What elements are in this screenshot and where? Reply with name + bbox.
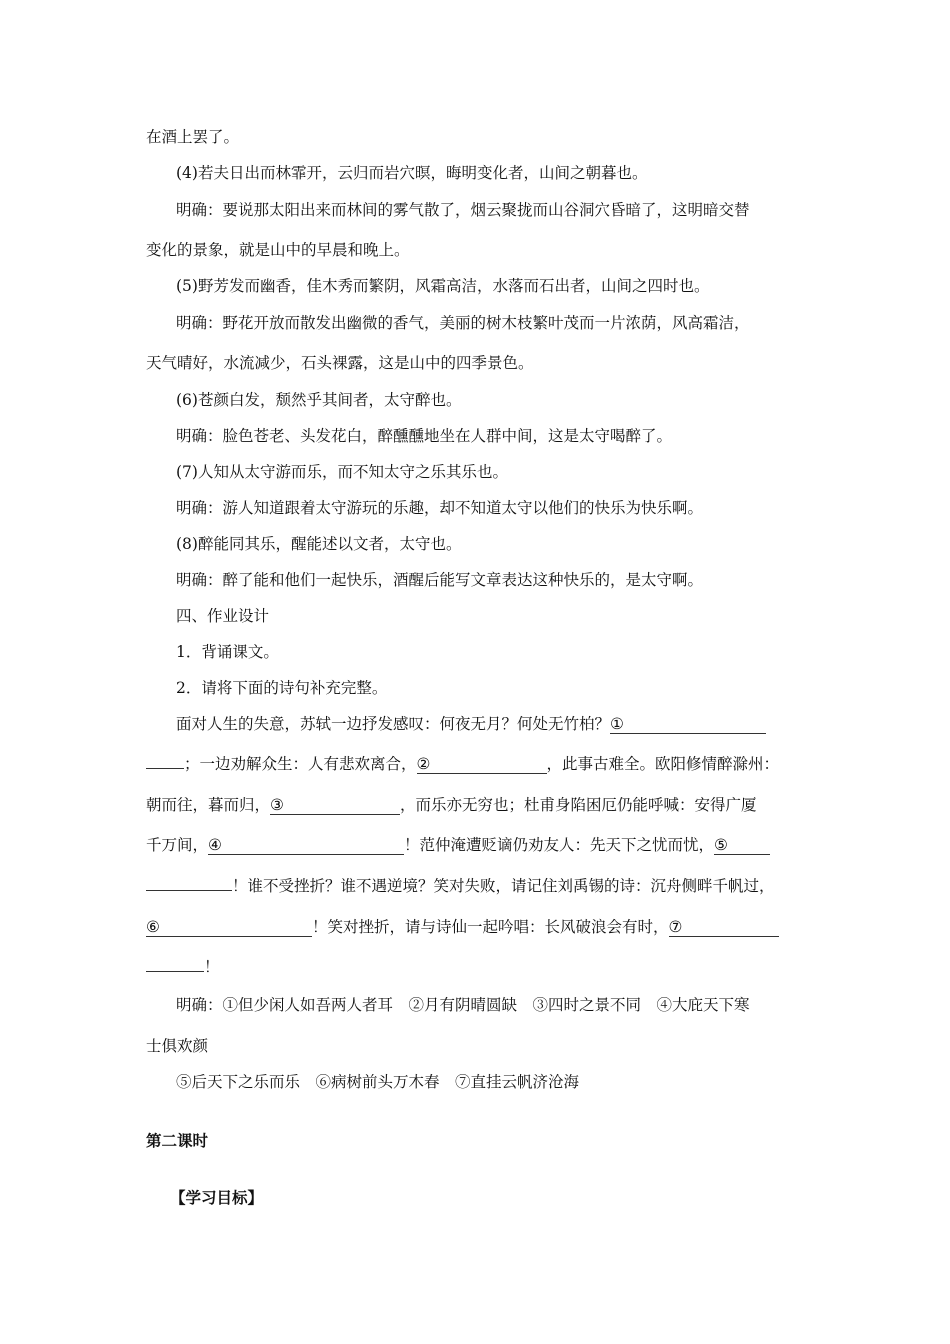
text-line: (5)野芳发而幽香，佳木秀而繁阴，风霜高洁，水落而石出者，山间之四时也。 [176,277,710,295]
fill-line [146,876,775,896]
fill-text: 朝而往，暮而归， [146,796,271,814]
text-line: (7)人知从太守游而乐，而不知太守之乐其乐也。 [176,463,508,481]
text-line: 变化的景象，就是山中的早晨和晚上。 [146,241,410,259]
fill-line [176,714,766,734]
text-line: 明确：野花开放而散发出幽微的香气，美丽的树木枝繁叶茂而一片浓荫，风高霜洁， [176,314,750,332]
text-line: (4)若夫日出而林霏开，云归而岩穴暝，晦明变化者，山间之朝暮也。 [176,164,648,182]
blank-1-continued[interactable] [146,768,184,769]
fill-text: ，而乐亦无穷也；杜甫身陷困厄仍能呼喊：安得广厦 [400,796,757,814]
blank-1[interactable]: ① [610,715,766,734]
lesson-title: 第二课时 [146,1131,209,1150]
fill-text: ，此事古难全。欧阳修情醉滁州： [546,755,780,773]
fill-text: ！范仲淹遭贬谪仍劝友人：先天下之忧而忧， [404,836,715,854]
blank-3[interactable]: ③ [270,796,400,815]
answer-line: 明确：①但少闲人如吾两人者耳 ②月有阴晴圆缺 ③四时之景不同 ④大庇天下寒 [176,996,750,1014]
answer-line: 士俱欢颜 [146,1037,209,1055]
section-heading: 四、作业设计 [176,607,270,625]
text-line: (8)醉能同其乐，醒能述以文者，太守也。 [176,535,462,553]
fill-text: 千万间， [146,836,209,854]
fill-text: 面对人生的失意，苏轼一边抒发感叹：何夜无月？何处无竹柏？ [176,715,611,733]
fill-line [146,835,770,855]
fill-line [146,917,779,937]
text-line: 明确：游人知道跟着太守游玩的乐趣，却不知道太守以他们的快乐为快乐啊。 [176,499,704,517]
text-line: (6)苍颜白发，颓然乎其间者，太守醉也。 [176,391,462,409]
text-line: 明确：脸色苍老、头发花白，醉醺醺地坐在人群中间，这是太守喝醉了。 [176,427,673,445]
text-line: 1．背诵课文。 [176,643,279,661]
fill-line [146,795,757,815]
blank-7-continued[interactable] [146,971,204,972]
learning-goal-heading: 【学习目标】 [170,1188,264,1207]
text-line: 明确：醉了能和他们一起快乐，酒醒后能写文章表达这种快乐的，是太守啊。 [176,571,704,589]
text-line: 在酒上罢了。 [146,128,240,146]
fill-text: ！谁不受挫折？谁不遇逆境？笑对失败，请记住刘禹锡的诗：沉舟侧畔千帆过， [232,877,775,895]
blank-2[interactable]: ② [417,755,547,774]
blank-5-continued[interactable] [146,890,232,891]
blank-6[interactable]: ⑥ [146,918,312,937]
blank-7[interactable]: ⑦ [669,918,779,937]
fill-text: ！ [204,958,220,976]
text-line: 2．请将下面的诗句补充完整。 [176,679,388,697]
fill-line [146,957,220,977]
fill-text: ；一边劝解众生：人有悲欢离合， [184,755,417,773]
text-line: 天气晴好，水流减少，石头裸露，这是山中的四季景色。 [146,354,534,372]
answer-line: ⑤后天下之乐而乐 ⑥病树前头万木春 ⑦直挂云帆济沧海 [176,1073,580,1091]
blank-5[interactable]: ⑤ [714,836,770,855]
text-line: 明确：要说那太阳出来而林间的雾气散了，烟云聚拢而山谷洞穴昏暗了，这明暗交替 [176,201,750,219]
fill-text: ！笑对挫折，请与诗仙一起吟唱：长风破浪会有时， [312,918,669,936]
fill-line [146,754,779,774]
blank-4[interactable]: ④ [208,836,404,855]
